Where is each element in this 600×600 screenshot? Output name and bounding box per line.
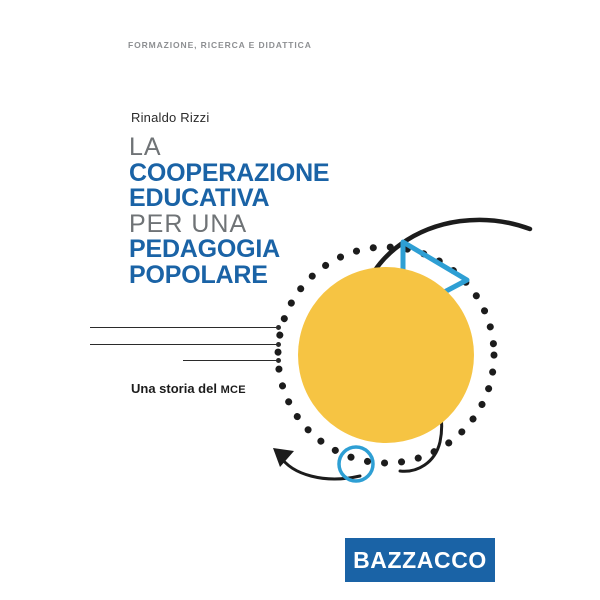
- subtitle-text: Una storia del: [131, 381, 221, 396]
- small-arrow-head-icon: [273, 448, 294, 467]
- title-line-6: POPOLARE: [129, 260, 268, 289]
- title-line-1: LA: [129, 133, 162, 161]
- title-line-2: COOPERAZIONE: [129, 158, 330, 187]
- title-line-4: PER UNA: [129, 209, 248, 238]
- subtitle-acronym: MCE: [220, 384, 246, 396]
- publisher-logo: [345, 538, 495, 582]
- subtitle: [131, 381, 246, 396]
- yellow-circle-shape: [298, 267, 474, 443]
- cover-graphic: [250, 180, 580, 510]
- author-name: Rinaldo Rizzi: [131, 110, 210, 125]
- small-arrow-icon: [280, 456, 360, 479]
- title-line-5: PEDAGOGIA: [129, 235, 280, 263]
- title-line-3: EDUCATIVA: [129, 184, 270, 212]
- publisher-name: BAZZACCO: [353, 546, 487, 573]
- series-label: FORMAZIONE, RICERCA E DIDATTICA: [128, 40, 312, 50]
